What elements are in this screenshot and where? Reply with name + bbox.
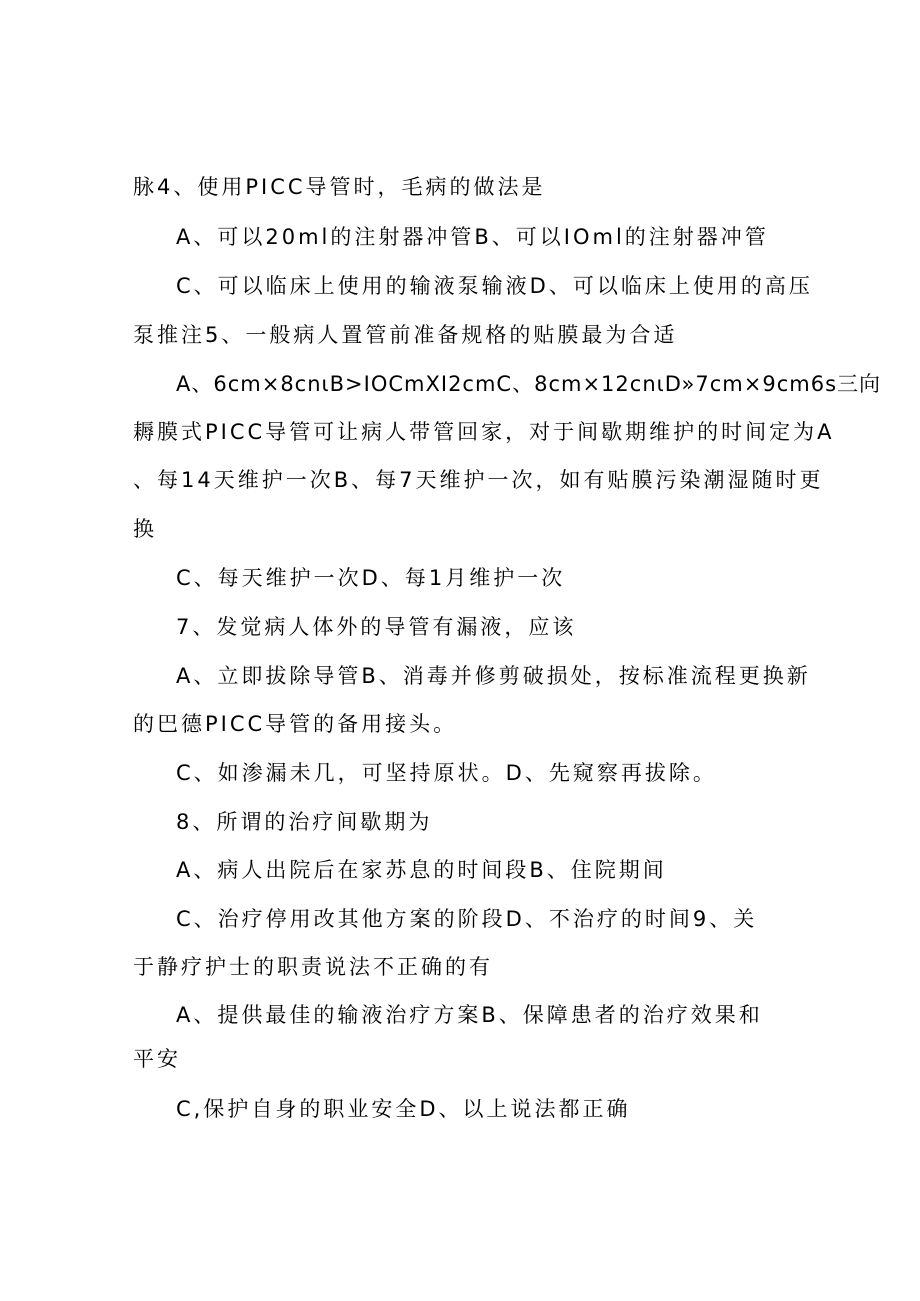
text-line-10: 7、发觉病人体外的导管有漏液，应该 — [176, 615, 577, 639]
text-line-4: 泵推注5、一般病人置管前准备规格的贴膜最为合适 — [133, 323, 678, 347]
text-line-15: A、病人出院后在家苏息的时间段B、住院期间 — [176, 858, 667, 882]
text-line-17: 于静疗护士的职责说法不正确的有 — [133, 955, 493, 979]
text-line-5: A、6cm×8cnιB>IOCmXI2cmC、8cm×12cnιD»7cm×9cm6s三向 — [176, 372, 882, 396]
text-line-14: 8、所谓的治疗间歇期为 — [176, 810, 433, 834]
text-line-7: 、每14天维护一次B、每7天维护一次，如有贴膜污染潮湿随时更 — [133, 468, 824, 492]
text-line-13: C、如渗漏未几，可坚持原状。D、先窥察再拔除。 — [176, 761, 717, 785]
text-line-1: 脉4、使用PICC导管时，毛病的做法是 — [133, 175, 546, 199]
text-line-9: C、每天维护一次D、每1月维护一次 — [176, 566, 566, 590]
text-line-3: C、可以临床上使用的输液泵输液D、可以临床上使用的高压 — [176, 274, 813, 298]
text-line-12: 的巴德PICC导管的备用接头。 — [133, 712, 458, 736]
text-line-11: A、立即拔除导管B、消毒并修剪破损处，按标准流程更换新 — [176, 664, 811, 688]
text-line-19: 平安 — [133, 1047, 181, 1071]
text-line-18: A、提供最佳的输液治疗方案B、保障患者的治疗效果和 — [176, 1003, 763, 1027]
text-line-8: 换 — [133, 517, 157, 541]
text-line-20: C,保护自身的职业安全D、以上说法都正确 — [176, 1097, 631, 1121]
text-line-6: 耨膜式PICC导管可让病人带管回家，对于间歇期维护的时间定为A — [133, 420, 835, 444]
text-line-2: A、可以20ml的注射器冲管B、可以IOml的注射器冲管 — [176, 225, 769, 249]
text-line-16: C、治疗停用改其他方案的阶段D、不治疗的时间9、关 — [176, 907, 758, 931]
